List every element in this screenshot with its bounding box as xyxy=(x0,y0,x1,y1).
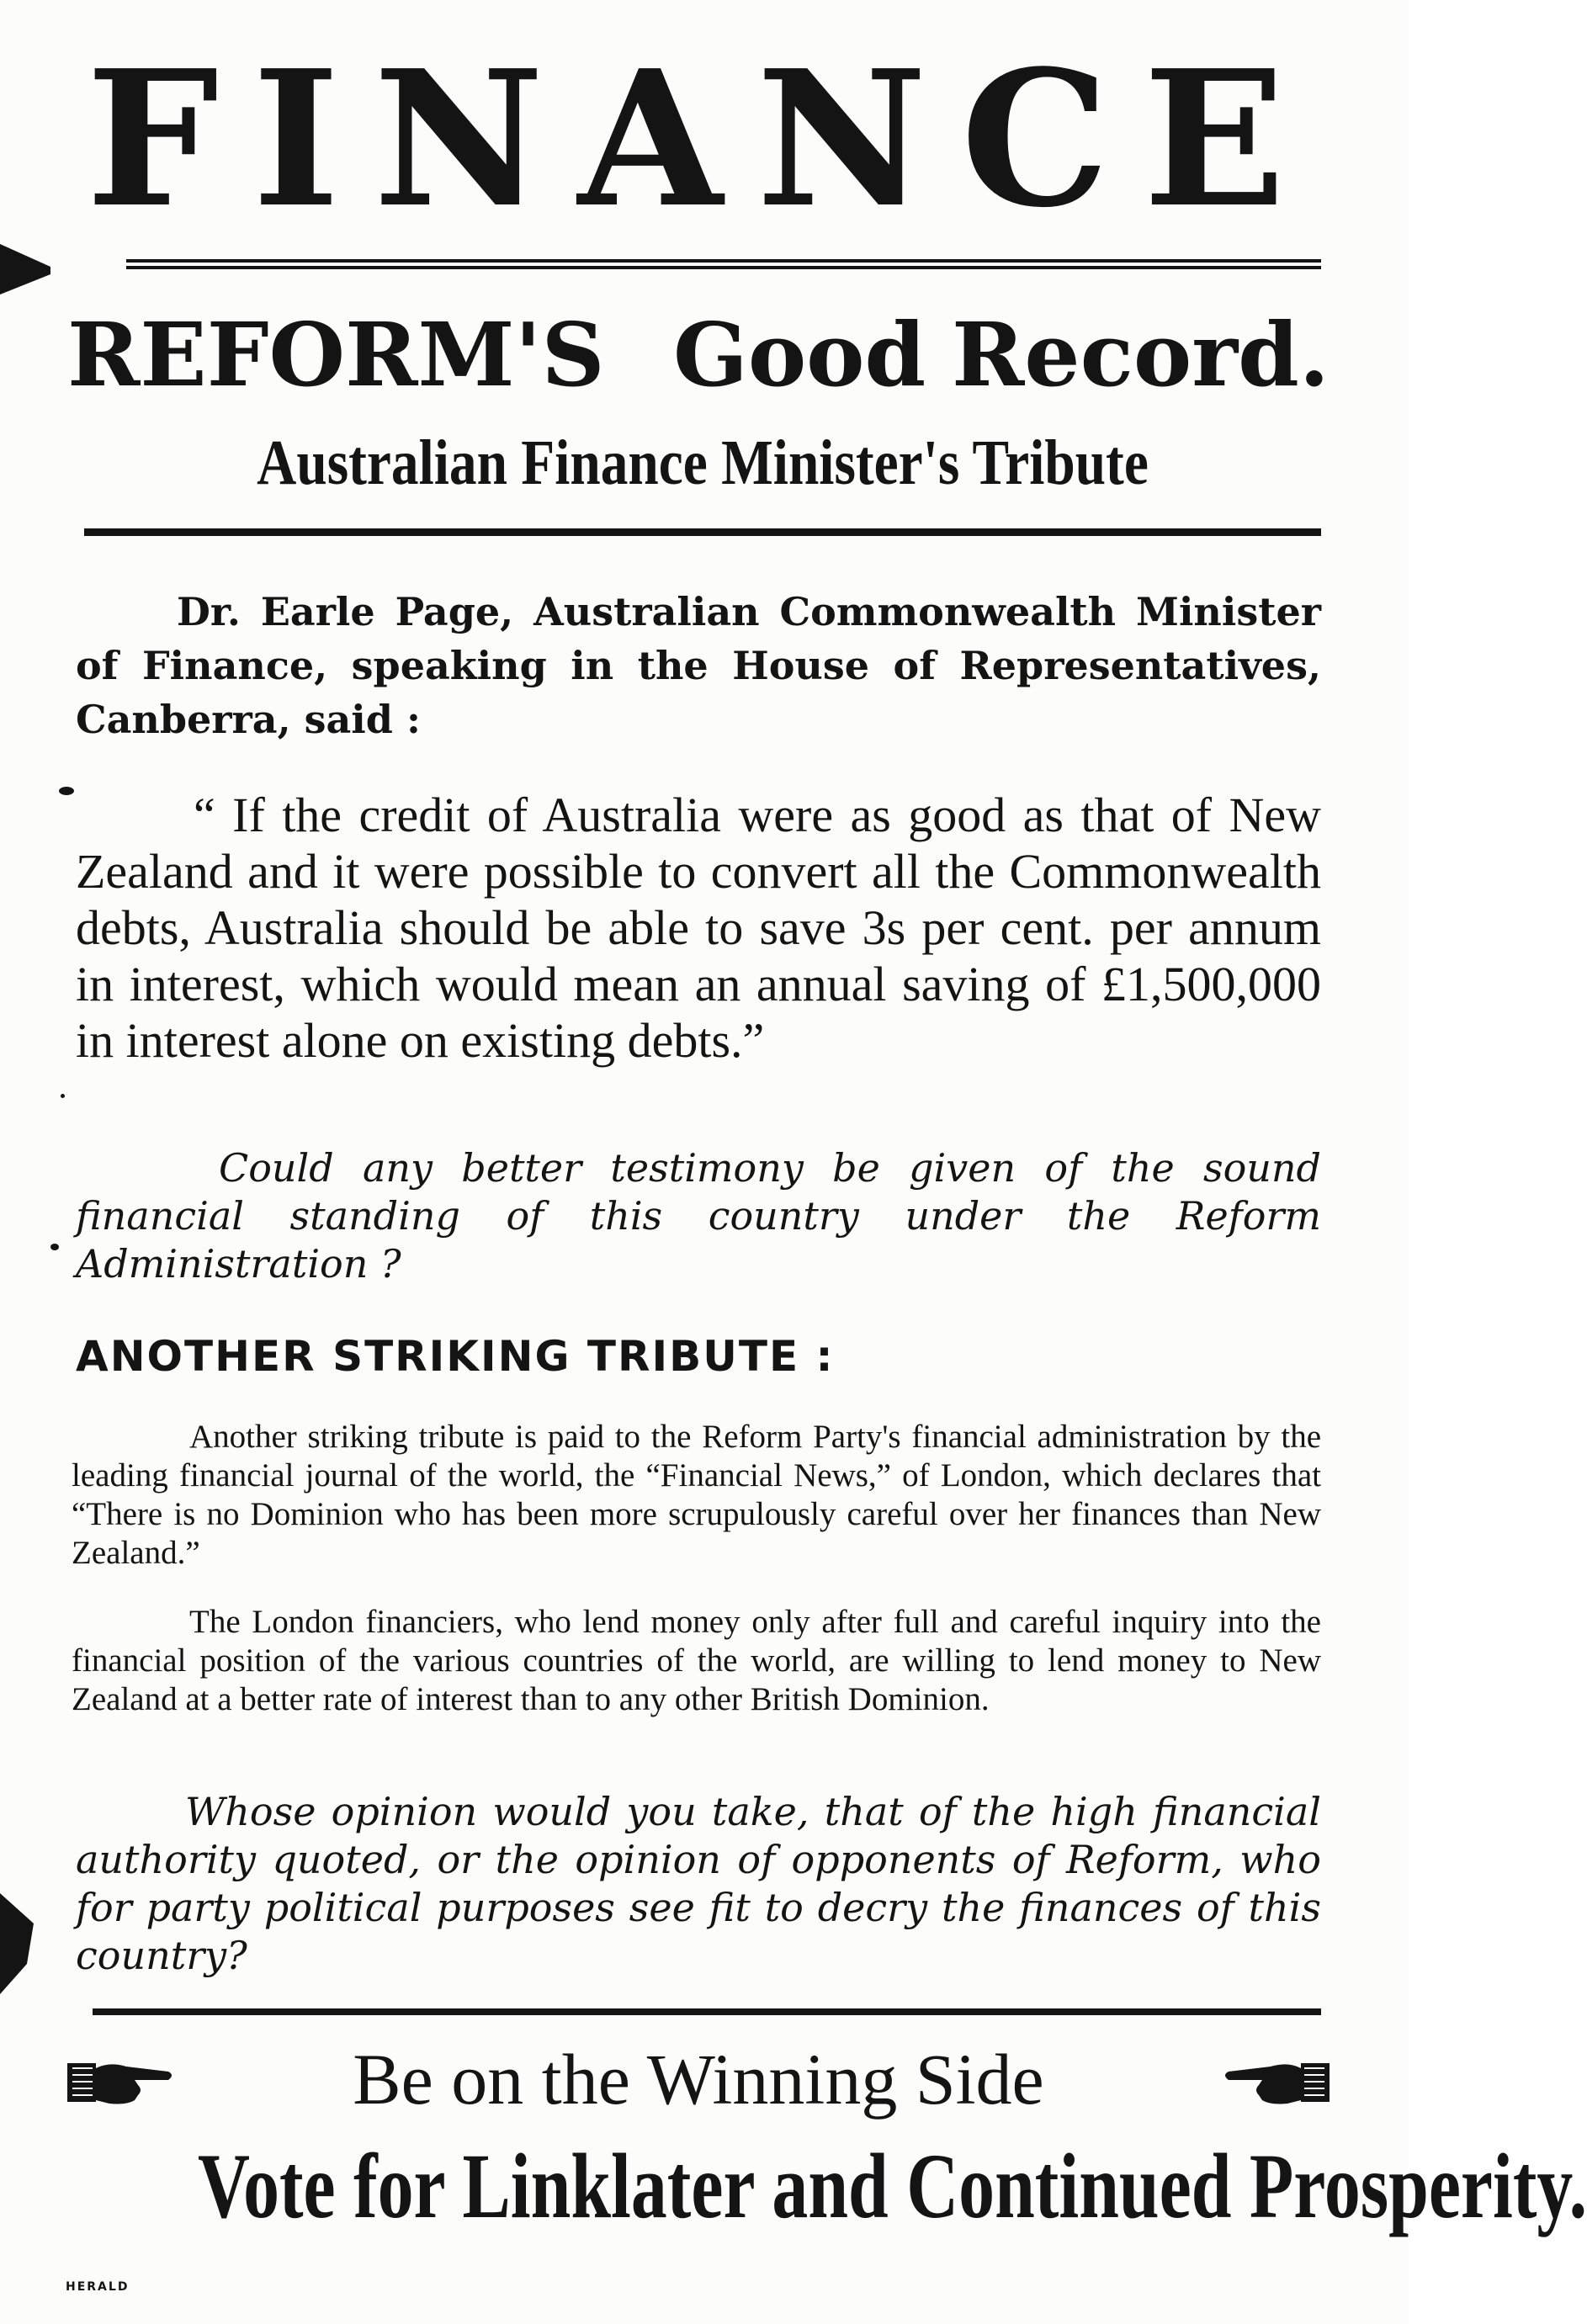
pointing-hand-left-icon xyxy=(1220,2053,1330,2112)
pointing-hand-right-icon xyxy=(67,2053,177,2112)
headline xyxy=(67,303,1330,408)
slogan: Be on the Winning Side xyxy=(353,2039,1044,2120)
tribute-paragraph: Another striking tribute is paid to the Reform Party's financial administration by the leading financial journal of the world, the “Financial News,” of London, which declares that “There is no Dominion who has been more scrupulously careful over her finances than New Zealand.” xyxy=(72,1419,1321,1571)
scan-blot-top xyxy=(0,244,50,294)
testimony-question: Could any better testimony be given of the sound financial standing of this country under the Reform Administration ? xyxy=(76,1145,1321,1287)
scan-speck xyxy=(59,787,74,795)
scan-blot-bottom xyxy=(0,1893,34,1994)
minister-quote: “ If the credit of Australia were as good as that of New Zealand and it were possible to convert all the Commonwealth debts, Australia should be able to save 3s per cent. per annum in interest, which would mean an annual saving of £1,500,000 in interest alone on existing debts.” xyxy=(76,788,1321,1068)
thick-rule xyxy=(84,528,1321,536)
lead-paragraph: Dr. Earle Page, Australian Commonwealth Minister of Finance, speaking in the House of Representatives, Canberra, said : xyxy=(76,589,1321,742)
printer-imprint: HERALD xyxy=(66,2280,130,2294)
double-rule-top xyxy=(126,259,1321,269)
headline-record: Record. xyxy=(951,303,1330,406)
scan-speck xyxy=(50,1244,59,1250)
scan-speck xyxy=(61,1094,65,1098)
headline-reforms: REFORM'S xyxy=(67,303,605,406)
vote-line: Vote for Linklater and Continued Prosperity. xyxy=(198,2135,1587,2237)
headline-good: Good xyxy=(673,303,926,406)
subheadline: Australian Finance Minister's Tribute xyxy=(257,427,1149,498)
section-heading: ANOTHER STRIKING TRIBUTE : xyxy=(76,1332,835,1381)
financiers-paragraph: The London financiers, who lend money only after full and careful inquiry into the financial position of the various countries of the world, are willing to lend money to New Zealand at a better rate of interest than to any other British Dominion. xyxy=(72,1604,1321,1717)
winning-side-banner xyxy=(67,2036,1330,2129)
poster-title: FINANCE xyxy=(86,30,1319,249)
bottom-rule xyxy=(93,2008,1321,2015)
opinion-question: Whose opinion would you take, that of the high financial authority quoted, or the opinion of opponents of Reform, who for party political purposes see fit to decry the finances of this country? xyxy=(76,1789,1321,1978)
